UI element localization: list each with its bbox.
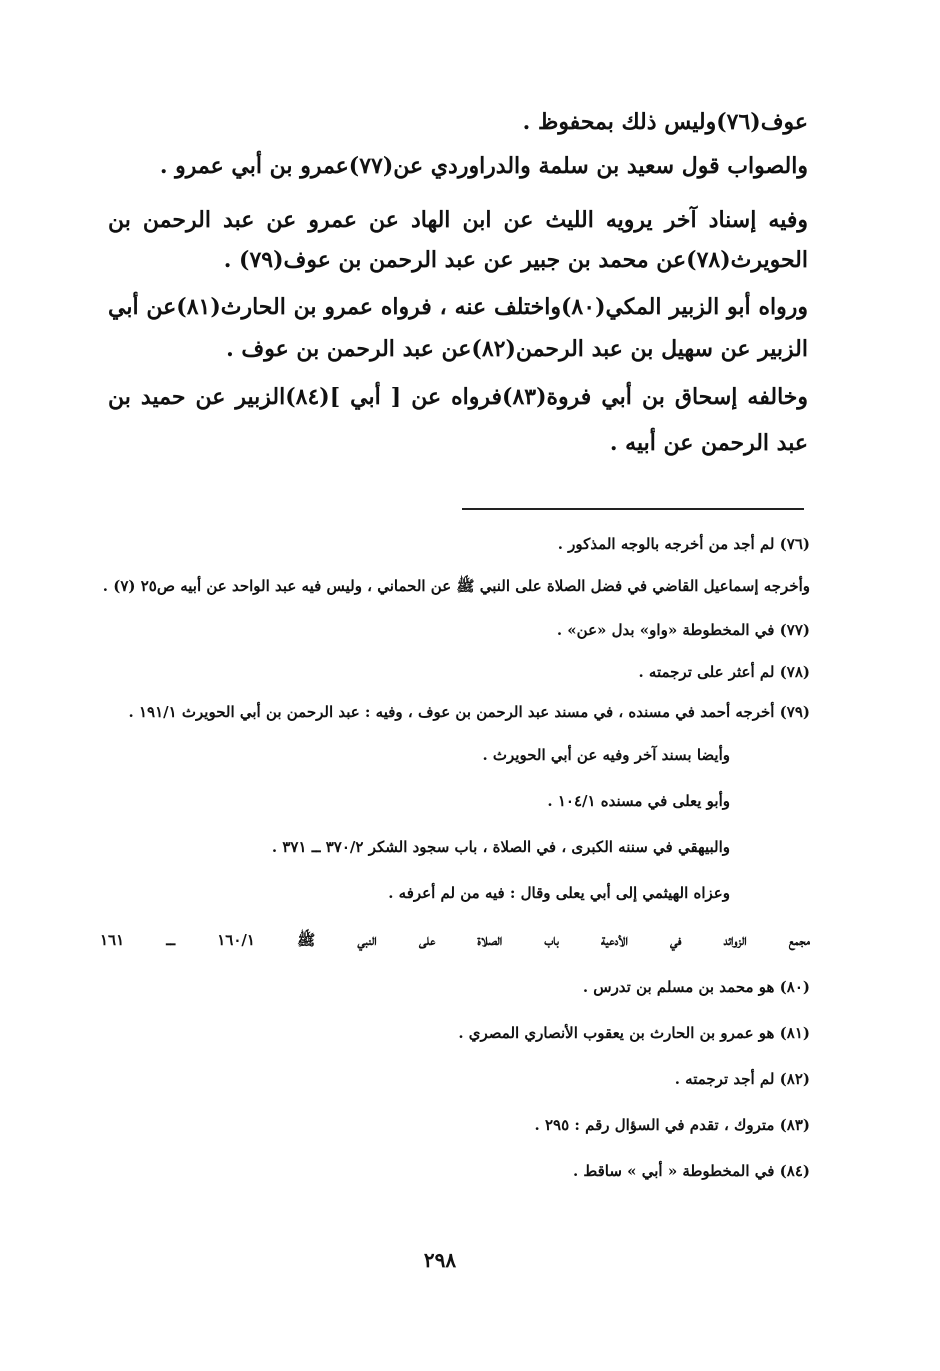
text-line: عوف(٧٦)وليس ذلك بمحفوظ .	[522, 109, 808, 135]
footnote: (٧٧) في المخطوطة «واو» بدل «عن» .	[556, 621, 810, 639]
footnote-continuation: وأخرجه إسماعيل القاضي في فضل الصلاة على النبي ﷺ عن الحماني ، وليس فيه عبد الواحد عن أبيه ص٢٥ (٧) .	[102, 577, 810, 595]
footnote: (٨٤) في المخطوطة « أبي » ساقط .	[572, 1162, 810, 1180]
main-text	[108, 98, 808, 466]
footnote: (٨٢) لم أجد ترجمته .	[674, 1070, 810, 1088]
text-paragraph: وفيه إسناد آخر يرويه الليث عن ابن الهاد عن عمرو عن عبد الرحمن بن الحويرث(٧٨)عن محمد بن جبير عن عبد الرحمن بن عوف(٧٩) .	[108, 207, 808, 273]
footnote-continuation: وأبو يعلى في مسنده ١٠٤/١ .	[547, 792, 730, 810]
footnotes	[100, 522, 810, 1194]
text-line: والصواب قول سعيد بن سلمة والدراوردي عن(٧٧)عمرو بن أبي عمرو .	[159, 153, 808, 179]
page-number: ٢٩٨	[423, 1248, 457, 1272]
text-paragraph: ورواه أبو الزبير المكي(٨٠)واختلف عنه ، فرواه عمرو بن الحارث(٨١)عن أبي الزبير عن سهيل بن عبد الرحمن(٨٢)عن عبد الرحمن بن عوف .	[108, 294, 809, 362]
text-paragraph: وخالفه إسحاق بن أبي فروة(٨٣)فرواه عن [ أبي ](٨٤)الزبير عن حميد بن عبد الرحمن عن أبيه .	[108, 384, 808, 456]
footnote-continuation: وعزاه الهيثمي إلى أبي يعلى وقال : فيه من لم أعرفه .	[388, 884, 730, 902]
footnote-separator	[462, 508, 804, 510]
footnote-continuation: والبيهقي في سننه الكبرى ، في الصلاة ، باب سجود الشكر ٣٧٠/٢ ــ ٣٧١ .	[271, 838, 730, 856]
footnote: (٨٣) متروك ، تقدم في السؤال رقم : ٢٩٥ .	[534, 1116, 810, 1134]
footnote: (٨٠) هو محمد بن مسلم بن تدرس .	[582, 978, 810, 996]
footnote: (٧٨) لم أعثر على ترجمته .	[638, 663, 810, 681]
footnote: (٨١) هو عمرو بن الحارث بن يعقوب الأنصاري المصري .	[458, 1024, 810, 1042]
footnote: (٧٦) لم أجد من أخرجه بالوجه المذكور .	[557, 535, 810, 553]
footnote-continuation: وأيضا بسند آخر وفيه عن أبي الحويرث .	[482, 746, 730, 764]
footnote-continuation: مجمع الزوائد في الأدعية باب الصلاة على النبي ﷺ ١٦٠/١ ــ ١٦١	[100, 931, 810, 949]
footnote: (٧٩) أخرجه أحمد في مسنده ، في مسند عبد الرحمن بن عوف ، وفيه : عبد الرحمن بن أبي الحويرث ١٩١/١ .	[128, 703, 810, 721]
